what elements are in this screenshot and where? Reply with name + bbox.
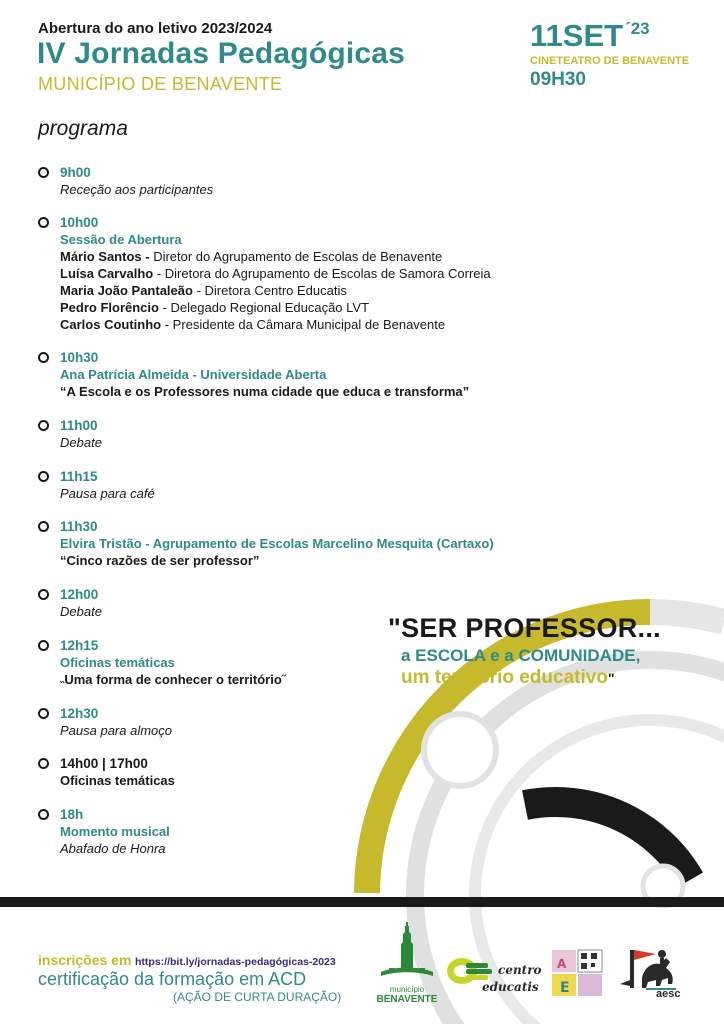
benavente-logo-top: município	[389, 985, 425, 994]
event-time: 12h00	[60, 587, 99, 602]
event-title: Elvira Tristão - Agrupamento de Escolas Marcelino Mesquita (Cartaxo)	[60, 536, 494, 551]
bullet-icon	[38, 217, 49, 228]
program-event	[38, 349, 598, 400]
bullet-icon	[38, 521, 49, 532]
acd-note: (AÇÃO DE CURTA DURAÇÃO)	[173, 990, 342, 1004]
event-title: Ana Patrícia Almeida - Universidade Aberta	[60, 367, 327, 382]
event-note: Abafado de Honra	[60, 841, 166, 856]
event-time: 18h	[60, 807, 84, 822]
certification-text: certificação da formação em ACD	[38, 969, 307, 989]
motto-line-2: a ESCOLA e a COMUNIDADE,	[401, 646, 641, 665]
event-time: 10h30	[60, 350, 99, 365]
program-event	[38, 417, 598, 451]
speaker-role: - Diretora Centro Educatis	[192, 283, 347, 298]
registration-link[interactable]: https://bit.ly/jornadas-pedagógicas-2023	[135, 956, 336, 968]
talk-title: ˵Uma forma de conhecer o território˝	[60, 672, 287, 687]
program-event	[38, 705, 358, 739]
motto-close-quote: "	[607, 670, 615, 686]
aesc-logo	[616, 944, 686, 1004]
talk-title: “A Escola e os Professores numa cidade que educa e transforma”	[60, 384, 470, 399]
speaker-name: Carlos Coutinho	[60, 317, 162, 332]
bullet-icon	[38, 420, 49, 431]
program-heading: programa	[38, 117, 128, 140]
program-event	[38, 468, 598, 502]
speaker-line	[60, 299, 598, 316]
school-group-logo	[550, 948, 604, 1000]
event-time: 11h15	[60, 469, 98, 484]
benavente-logo-bottom: BENAVENTE	[376, 994, 438, 1005]
ring-gray-top	[424, 714, 496, 786]
benavente-logo	[375, 922, 439, 1004]
program-event	[38, 637, 358, 688]
registration-info	[38, 952, 341, 1004]
event-note: Debate	[60, 604, 102, 619]
talk-title: “Cinco razões de ser professor”	[60, 553, 260, 568]
speaker-name: Mário Santos -	[60, 249, 150, 264]
municipality-label: MUNICÍPIO DE BENAVENTE	[38, 74, 283, 94]
horse-rider-icon	[616, 944, 686, 992]
event-note: Receção aos participantes	[60, 182, 214, 197]
event-time: 14h00 | 17h00	[60, 756, 148, 771]
motto-line-1: "SER PROFESSOR...	[388, 613, 661, 643]
speaker-name: Pedro Florêncio	[60, 300, 159, 315]
start-time: 09H30	[530, 69, 586, 90]
program-event	[38, 755, 358, 789]
date-year: ´23	[625, 19, 650, 38]
event-time: 11h30	[60, 519, 98, 534]
bullet-icon	[38, 167, 49, 178]
event-time: 12h15	[60, 638, 99, 653]
bullet-icon	[38, 471, 49, 482]
event-note: Debate	[60, 435, 102, 450]
aesc-logo-text: aesc	[656, 988, 681, 1000]
program-event	[38, 164, 598, 198]
date-day-month: 11SET	[530, 18, 624, 53]
bullet-icon	[38, 758, 49, 769]
bullet-icon	[38, 352, 49, 363]
event-time: 12h30	[60, 706, 99, 721]
event-title: Oficinas temáticas	[60, 655, 175, 670]
event-title: IV Jornadas Pedagógicas	[37, 37, 406, 70]
educatis-logo-text-1: centro	[498, 963, 542, 977]
school-group-mark-icon	[550, 948, 604, 1000]
bullet-icon	[38, 589, 49, 600]
event-title: Sessão de Abertura	[60, 232, 182, 247]
speaker-role: - Diretora do Agrupamento de Escolas de Samora Correia	[153, 266, 491, 281]
event-note: Pausa para almoço	[60, 723, 173, 738]
speaker-role: Diretor do Agrupamento de Escolas de Benavente	[149, 249, 443, 264]
arc-black	[525, 802, 690, 880]
date-block	[530, 18, 715, 91]
footer-divider	[0, 897, 724, 907]
event-time: 9h00	[60, 165, 91, 180]
educatis-logo	[446, 950, 542, 1000]
speaker-role: - Presidente da Câmara Municipal de Benavente	[161, 317, 446, 332]
speaker-line	[60, 265, 598, 282]
speaker-line	[60, 248, 598, 265]
speaker-line	[60, 282, 598, 299]
program-event	[38, 518, 598, 569]
motto-line-3: um território educativo	[401, 667, 608, 688]
event-subtitle: Abertura do ano letivo 2023/2024	[38, 20, 273, 37]
venue-label: CINETEATRO DE BENAVENTE	[530, 55, 690, 67]
bullet-icon	[38, 640, 49, 651]
program-event	[38, 806, 358, 857]
svg-text:E: E	[560, 980, 570, 996]
speaker-name: Luísa Carvalho	[60, 266, 154, 281]
speaker-role: - Delegado Regional Educação LVT	[158, 300, 370, 315]
speaker-line	[60, 316, 598, 333]
event-time: 10h00	[60, 215, 99, 230]
svg-text:A: A	[557, 957, 567, 971]
event-title: Momento musical	[60, 824, 170, 839]
speaker-name: Maria João Pantaleão	[60, 283, 193, 298]
event-time: 11h00	[60, 418, 98, 433]
event-title: Oficinas temáticas	[60, 773, 175, 788]
event-note: Pausa para café	[60, 486, 155, 501]
bullet-icon	[38, 809, 49, 820]
educatis-logo-text-2: educatis	[482, 980, 539, 994]
program-event	[38, 214, 598, 333]
bullet-icon	[38, 708, 49, 719]
tower-icon	[375, 922, 439, 980]
registration-label: inscrições em	[38, 952, 132, 968]
motto-quote	[388, 613, 688, 689]
